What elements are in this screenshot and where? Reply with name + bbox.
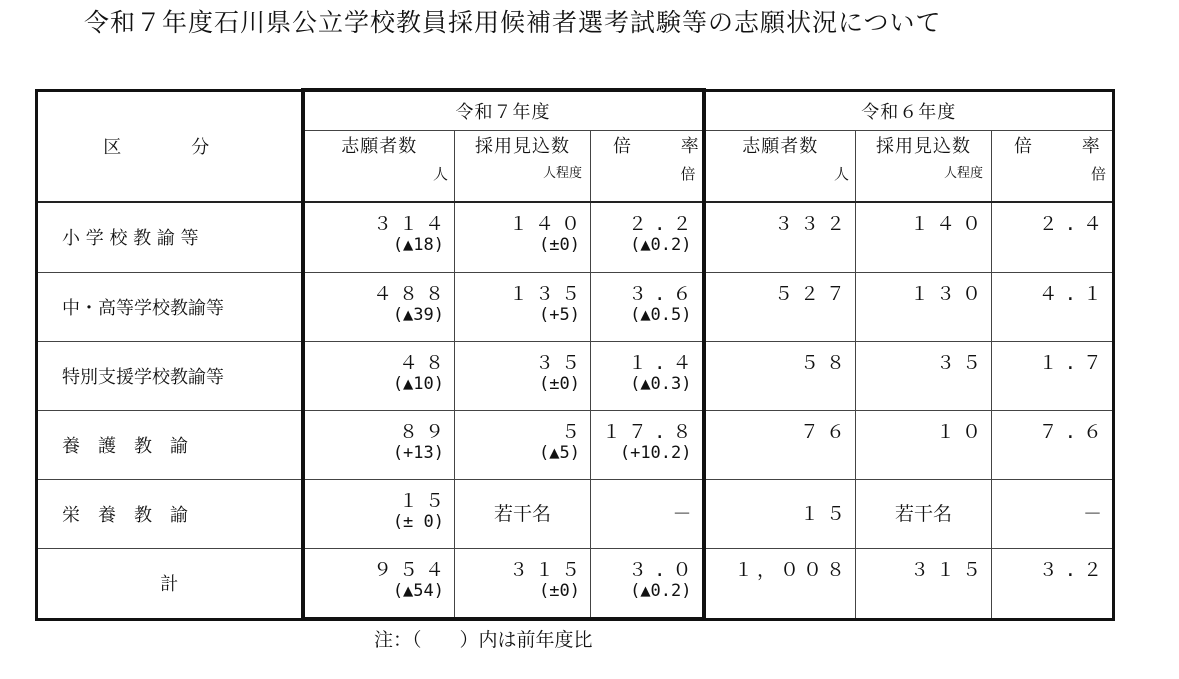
r7-ratio-cell	[591, 410, 704, 479]
row-category: 特別支援学校教諭等	[37, 341, 303, 410]
value: １５	[398, 489, 451, 512]
table-row	[37, 272, 1114, 341]
value: ５２７	[773, 282, 852, 305]
value: １５	[799, 502, 852, 525]
r6-applicants-cell	[704, 479, 856, 548]
value: １４０	[909, 213, 988, 235]
r7-ratio-cell	[591, 202, 704, 272]
r6-ratio-cell	[992, 410, 1114, 479]
row-category: 栄 養 教 諭	[37, 479, 303, 548]
applicants-label: 志願者数	[742, 135, 819, 157]
value: ３.０	[628, 558, 699, 581]
value: －	[1083, 502, 1103, 525]
r6-applicants-cell	[704, 202, 856, 272]
ratio-label: 倍 率	[1014, 135, 1122, 157]
r6-applicants-cell	[704, 272, 856, 341]
value: ３３２	[773, 213, 852, 235]
r7-applicants-cell	[303, 272, 455, 341]
row-category: 中・高等学校教諭等	[37, 272, 303, 341]
value: １４０	[508, 213, 587, 235]
diff: (▲0.2)	[630, 235, 692, 255]
value: 若干名	[894, 502, 952, 525]
value: ３１５	[909, 558, 988, 581]
hiring-unit: 人程度	[943, 165, 983, 181]
value: ４８	[398, 351, 451, 374]
value: １３０	[909, 282, 988, 305]
r6-applicants-cell	[704, 548, 856, 619]
r7-hiring-cell	[455, 202, 591, 272]
value: －	[672, 502, 692, 525]
value: ３１５	[508, 558, 587, 581]
r6-hiring-cell	[856, 272, 992, 341]
r7-applicants-header	[303, 130, 455, 202]
r6-ratio-cell	[992, 479, 1114, 548]
r7-hiring-cell	[455, 548, 591, 619]
table-row	[37, 341, 1114, 410]
applicants-unit: 人	[833, 164, 849, 183]
value: ８９	[398, 420, 451, 443]
table-row-total	[37, 548, 1114, 619]
r7-ratio-header	[591, 130, 721, 202]
r7-applicants-cell	[303, 341, 455, 410]
diff: (±0)	[539, 235, 580, 255]
r7-applicants-cell	[303, 479, 455, 548]
value: ２.４	[1038, 213, 1110, 235]
r6-ratio-cell	[992, 272, 1114, 341]
r6-hiring-cell	[856, 479, 992, 548]
r7-applicants-cell	[303, 202, 455, 272]
row-category: 計	[37, 548, 303, 619]
row-category: 小 学 校 教 諭 等	[37, 202, 303, 272]
diff: (▲0.3)	[630, 373, 692, 394]
value: １.７	[1038, 351, 1110, 374]
ratio-unit: 倍	[1091, 164, 1107, 183]
value: １７.８	[602, 420, 699, 443]
value: ５	[560, 420, 587, 443]
r6-ratio-cell	[992, 202, 1114, 272]
diff: (▲5)	[539, 442, 580, 463]
diff: (±0)	[539, 580, 580, 601]
group-header-r7: 令和７年度	[303, 90, 704, 130]
ratio-label: 倍 率	[613, 135, 721, 157]
value: １３５	[508, 282, 587, 305]
applicant-status-table	[35, 88, 1122, 621]
value: ９５４	[372, 558, 451, 581]
value: １，００８	[733, 558, 849, 581]
applicants-label: 志願者数	[341, 135, 418, 157]
value: 若干名	[493, 502, 551, 525]
r7-hiring-cell	[455, 479, 591, 548]
diff: (▲54)	[392, 580, 444, 601]
r7-hiring-cell	[455, 410, 591, 479]
ratio-unit: 倍	[680, 164, 696, 183]
diff: (+10.2)	[619, 442, 692, 463]
diff: (± 0)	[392, 511, 444, 532]
value: ３１４	[372, 213, 451, 235]
diff: (▲39)	[392, 304, 444, 325]
diff: (▲10)	[392, 373, 444, 394]
r6-hiring-cell	[856, 410, 992, 479]
row-category: 養 護 教 諭	[37, 410, 303, 479]
page-title: 令和７年度石川県公立学校教員採用候補者選考試験等の志願状況について	[84, 8, 942, 37]
value: １０	[935, 420, 988, 443]
diff: (▲18)	[392, 235, 444, 255]
r6-applicants-cell	[704, 410, 856, 479]
kubun-header: 区 分	[37, 90, 303, 202]
r7-hiring-cell	[455, 341, 591, 410]
table-row	[37, 479, 1114, 548]
hiring-label: 採用見込数	[475, 135, 570, 157]
r7-applicants-cell	[303, 548, 455, 619]
r6-applicants-header	[704, 130, 856, 202]
value: ２.２	[628, 213, 699, 235]
r6-hiring-cell	[856, 341, 992, 410]
value: ３.２	[1038, 558, 1110, 581]
r7-hiring-header	[455, 130, 591, 202]
hiring-label: 採用見込数	[876, 135, 971, 157]
applicants-unit: 人	[432, 164, 448, 183]
r6-hiring-header	[856, 130, 992, 202]
value: ７６	[799, 420, 852, 443]
value: ７.６	[1038, 420, 1110, 443]
r6-ratio-cell	[992, 341, 1114, 410]
r7-hiring-cell	[455, 272, 591, 341]
diff: (+5)	[539, 304, 580, 325]
r7-applicants-cell	[303, 410, 455, 479]
table-row	[37, 410, 1114, 479]
r7-ratio-cell	[591, 479, 704, 548]
r6-ratio-header	[992, 130, 1122, 202]
value: ３５	[534, 351, 587, 374]
r6-ratio-cell	[992, 548, 1114, 619]
value: １.４	[628, 351, 699, 374]
r6-applicants-cell	[704, 341, 856, 410]
r7-ratio-cell	[591, 341, 704, 410]
diff: (±0)	[539, 373, 580, 394]
diff: (▲0.2)	[630, 580, 692, 601]
footnote: 注：（ ）内は前年度比	[374, 629, 593, 651]
r7-ratio-cell	[591, 548, 704, 619]
group-header-r6: 令和６年度	[704, 90, 1114, 130]
r6-hiring-cell	[856, 202, 992, 272]
value: ４.１	[1038, 282, 1110, 305]
data-table	[35, 88, 1122, 621]
r6-hiring-cell	[856, 548, 992, 619]
table-row	[37, 202, 1114, 272]
value: ４８８	[372, 282, 451, 305]
r7-ratio-cell	[591, 272, 704, 341]
diff: (▲0.5)	[630, 304, 692, 325]
value: ３５	[935, 351, 988, 374]
diff: (+13)	[392, 442, 444, 463]
hiring-unit: 人程度	[542, 165, 582, 181]
value: ３.６	[628, 282, 699, 305]
value: ５８	[799, 351, 852, 374]
